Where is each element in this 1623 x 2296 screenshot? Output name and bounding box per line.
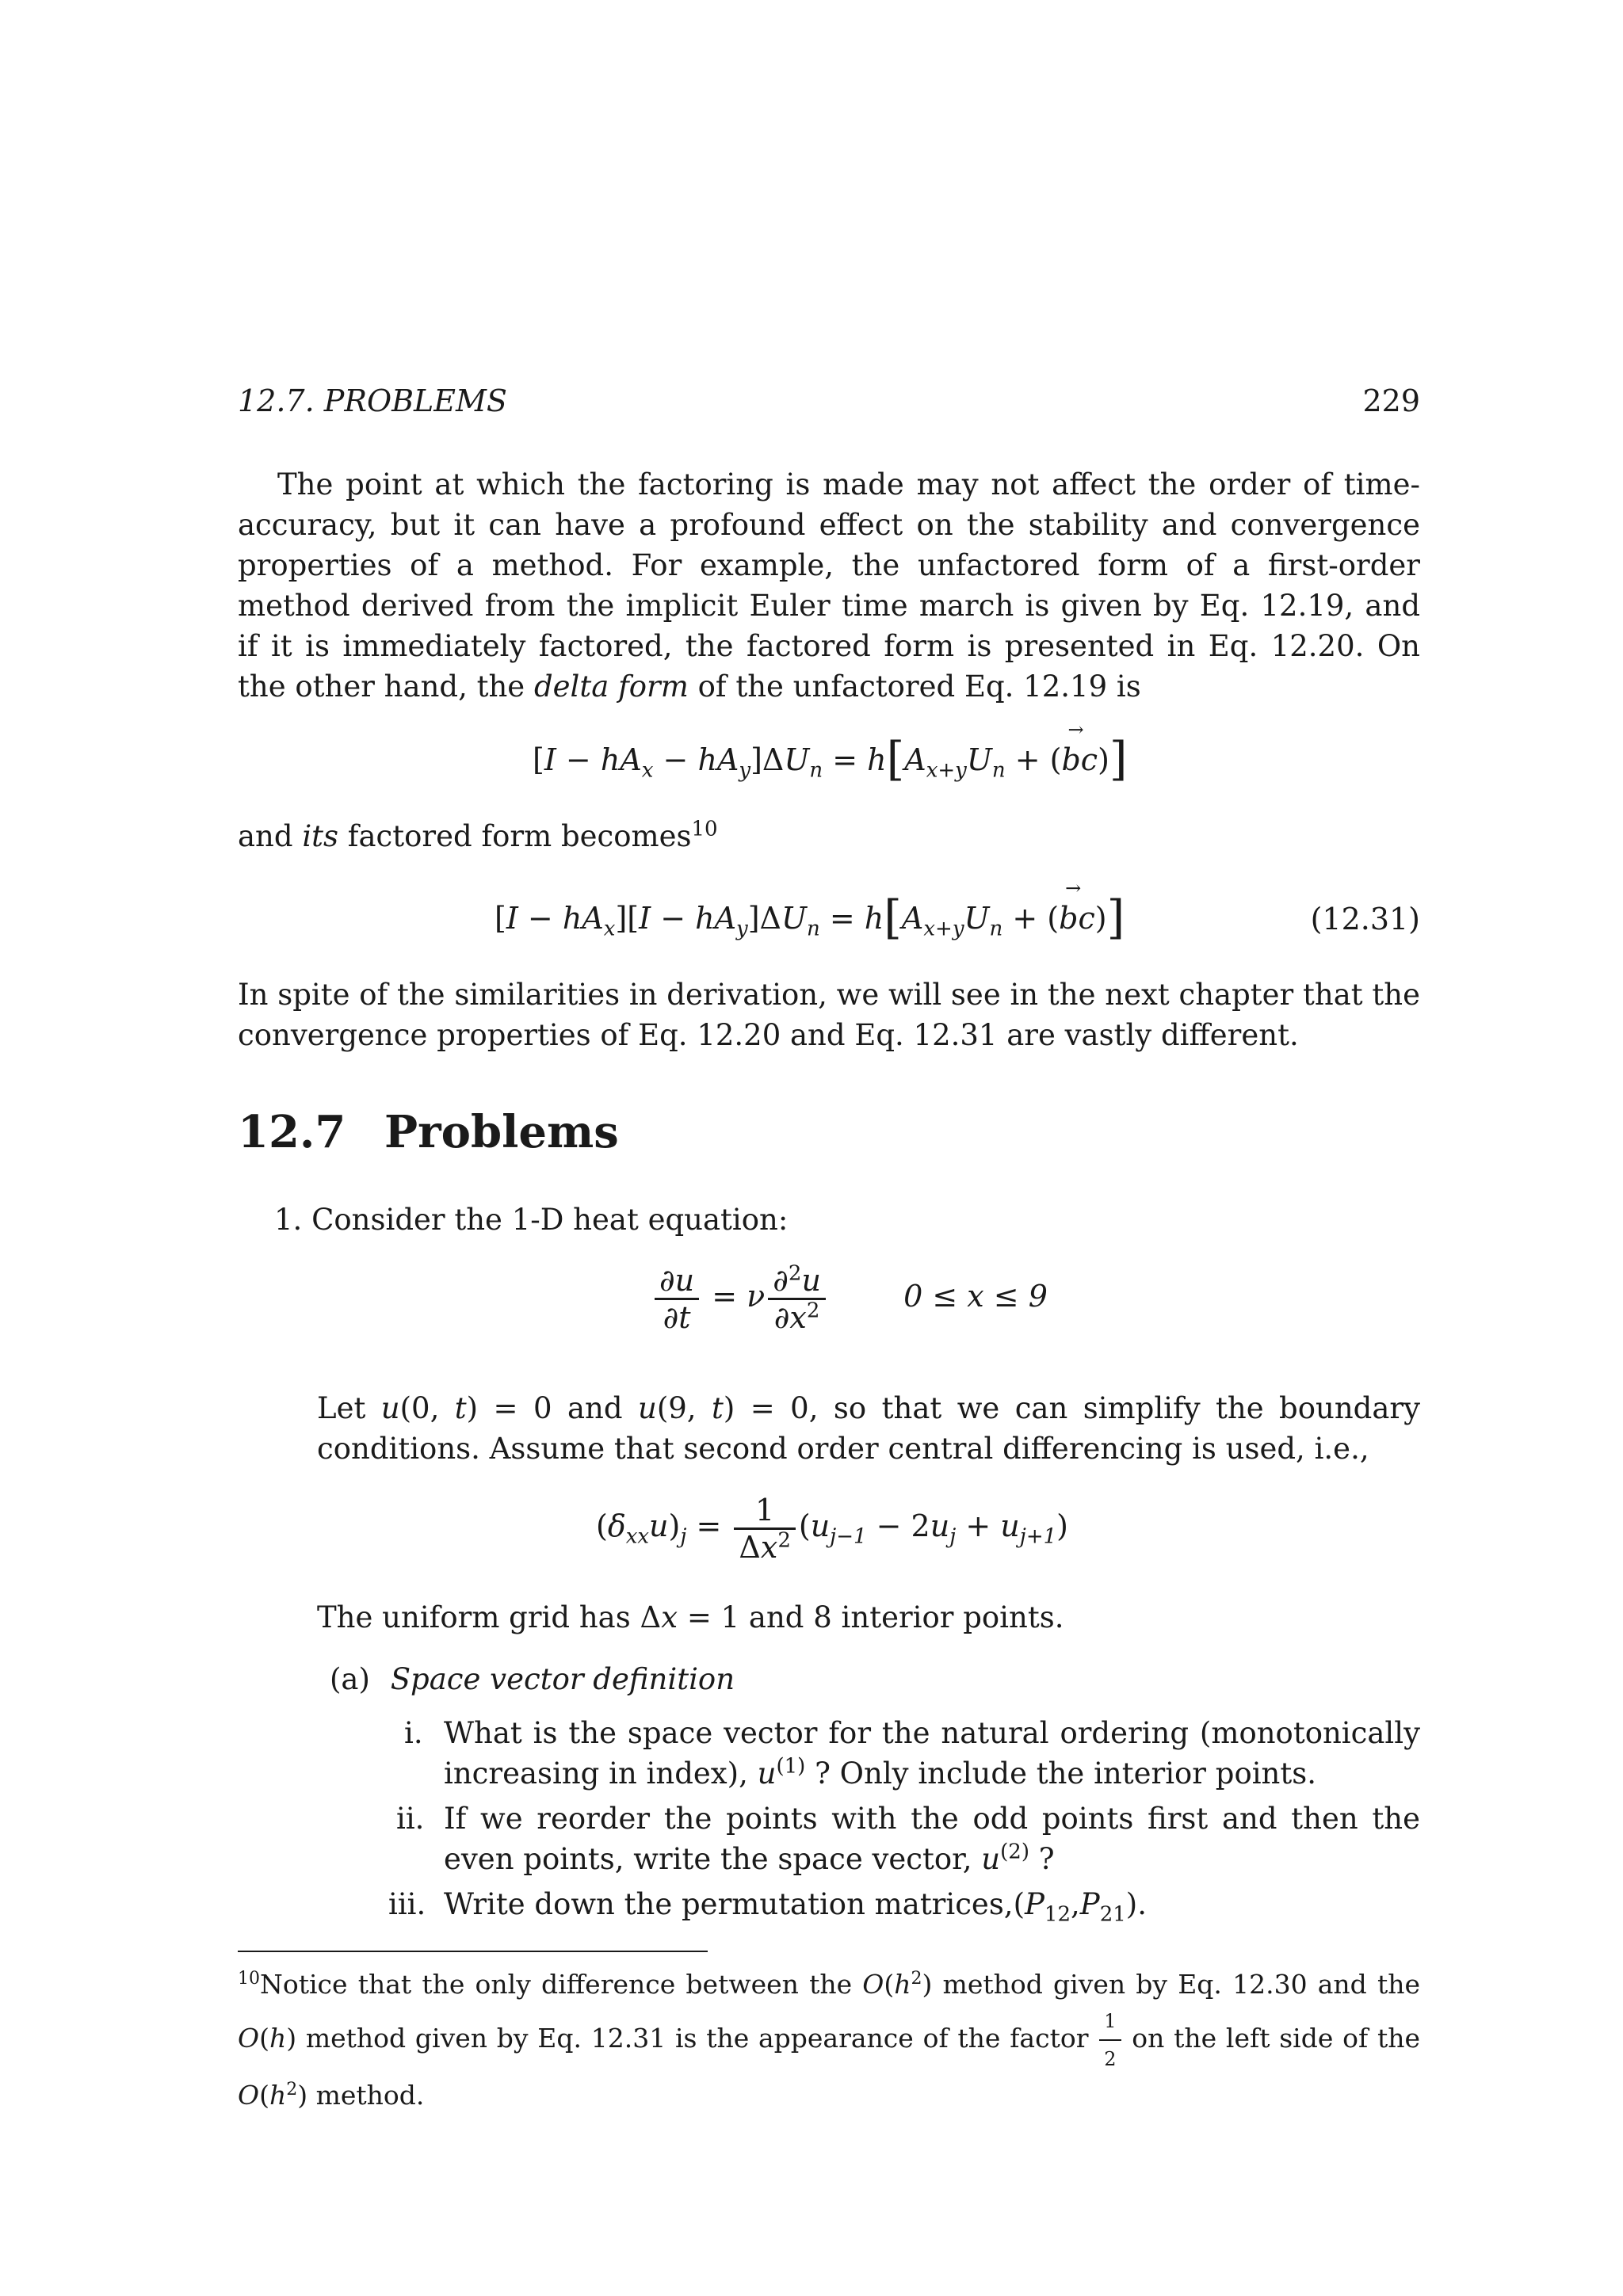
running-header-section: 12.7. PROBLEMS <box>238 383 507 418</box>
boundary-conditions-text: Let u(0, t) = 0 and u(9, t) = 0, so that we can simplify the boundary conditions. Assume that second order central differencing is used, i.e., <box>317 1391 1421 1466</box>
equation-heat: $\frac{\partial u}{\partial t}$ = ν $\frac{\partial^2u}{\partial x^2}$ 0 ≤ x ≤ 9 <box>651 1263 1048 1335</box>
section-heading <box>238 1106 619 1158</box>
subproblem-a <box>330 1659 1420 1699</box>
footnote-mark: 10 <box>238 1969 260 1989</box>
domain-condition: 0 ≤ x ≤ 9 <box>903 1279 1048 1314</box>
question-iii-label: iii. <box>388 1887 426 1921</box>
running-header <box>238 383 1420 431</box>
problem-1-number: 1. <box>274 1203 303 1237</box>
section-title: Problems <box>384 1106 619 1158</box>
question-i-label: i. <box>404 1716 423 1750</box>
problem-1-intro: 1. Consider the 1-D heat equation: <box>274 1203 789 1237</box>
delta-form-term: delta form <box>533 669 689 704</box>
question-i: i. What is the space vector for the natural ordering (monotonically increasing in index), $u^{(1)}$ ? Only include the interior points. <box>444 1713 1420 1794</box>
footnote-rule <box>238 1951 708 1952</box>
equation-12-31: $[I - hA_x][I - hA_y]\Delta U_n = h[A_{x+y}U_n$ + (→ bc)] <box>495 891 1125 944</box>
intro-paragraph-2: and its factored form becomes$^{10}$ <box>238 817 718 853</box>
question-ii: ii. If we reorder the points with the odd points first and then the even points, write the space vector, $u^{(2)}$ ? <box>444 1798 1420 1879</box>
footnote-10: $^{10}$Notice that the only difference between the $O(h^2)$ method given by Eq. 12.30 and the O(h) method given by Eq. 12.31 is the appearance of the factor $\frac{1}{2}$ on the left side of the $O(h^2)$ method. <box>238 1969 1421 2111</box>
question-ii-label: ii. <box>396 1802 425 1836</box>
intro-paragraph-1: The point at which the factoring is made may not affect the order of time-accuracy, but it can have a profound effect on the stability and convergence properties of a method. For example, the unfactored form of a first-order method derived from the implicit Euler time march is given by Eq. 12.19, and if it is immediately factored, the factored form is presented in Eq. 12.20. On the other hand, the delta form of the unfactored Eq. 12.19 is <box>238 467 1420 704</box>
subproblem-a-label: (a) <box>330 1662 370 1696</box>
question-iii: iii. Write down the permutation $matrices,(P_{12},P_{21})$. <box>444 1884 1420 1924</box>
equation-unfactored-delta-form: $[I - hA_x - hA_y]\Delta U_n = h[A_{x+y}U_n$ + (→ bc)] <box>533 732 1128 786</box>
grid-statement: The uniform grid has Δx = 1 and 8 interior points. <box>317 1600 1064 1634</box>
footnote-ref-10: 10 <box>691 817 718 841</box>
subproblem-a-title: Space vector definition <box>390 1662 735 1696</box>
section-number: 12.7 <box>238 1106 346 1158</box>
page-number: 229 <box>1362 383 1420 418</box>
equation-central-difference: $(\delta_{xx}u)_j$ = $\frac{1}{\Delta x^2}$ $(u_{j-1} - 2u_j + u_{j+1})$ <box>596 1493 1068 1565</box>
equation-number-12-31: (12.31) <box>1310 902 1420 936</box>
intro-paragraph-3: In spite of the similarities in derivation, we will see in the next chapter that the convergence properties of Eq. 12.20 and Eq. 12.31 are vastly different. <box>238 978 1420 1052</box>
